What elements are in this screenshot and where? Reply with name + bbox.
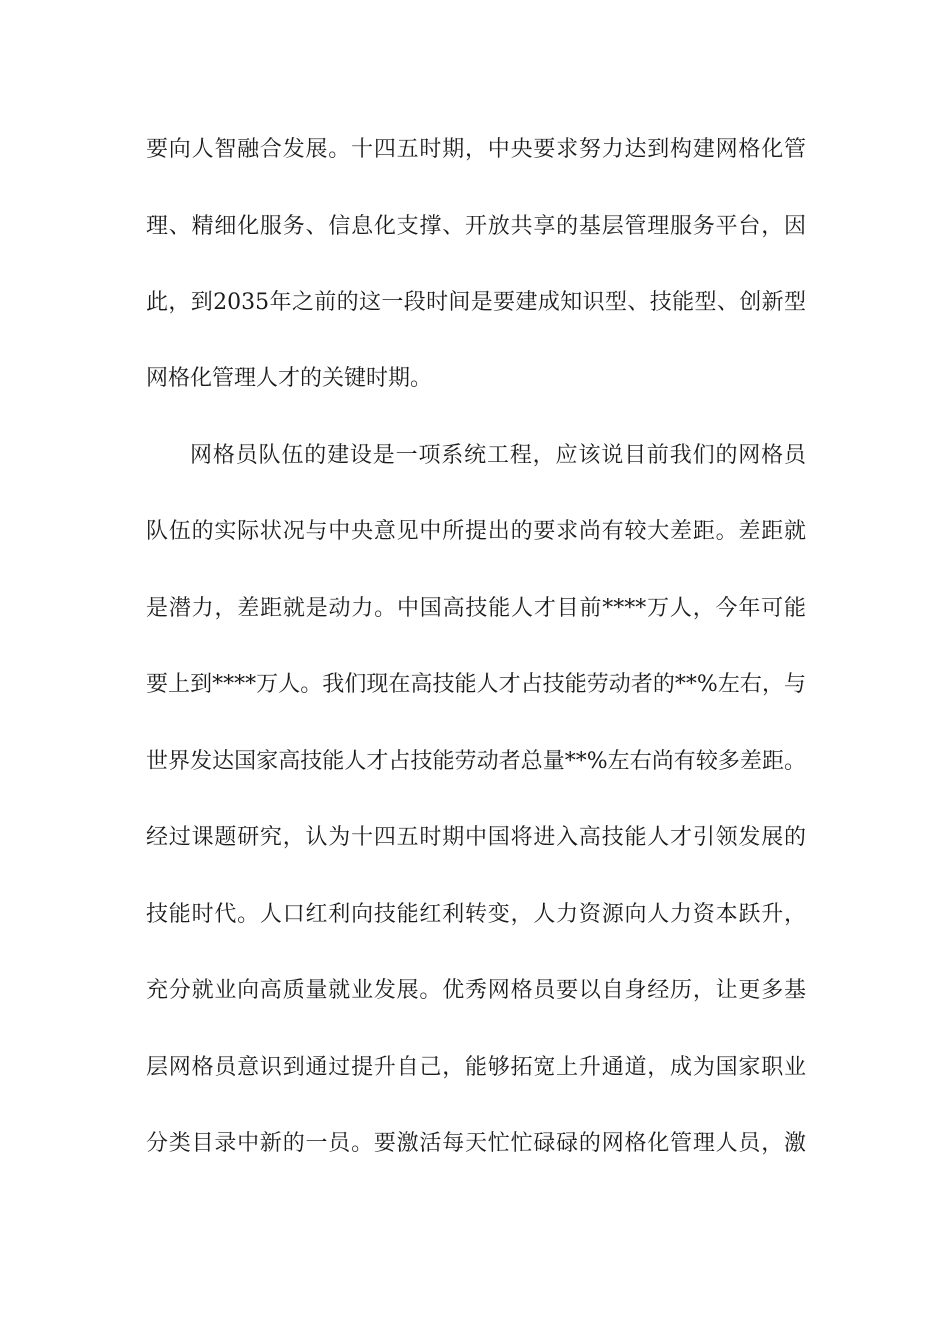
paragraph-line-14: 分类目录中新的一员。要激活每天忙忙碌碌的网格化管理人员，激 — [146, 1131, 806, 1156]
paragraph-line-2: 理、精细化服务、信息化支撑、开放共享的基层管理服务平台，因 — [146, 214, 806, 239]
paragraph-line-7: 是潜力，差距就是动力。中国高技能人才目前****万人，今年可能 — [146, 596, 806, 621]
paragraph-line-12: 充分就业向高质量就业发展。优秀网格员要以自身经历，让更多基 — [146, 978, 806, 1003]
paragraph-line-1: 要向人智融合发展。十四五时期，中央要求努力达到构建网格化管 — [146, 137, 806, 162]
paragraph-line-9: 世界发达国家高技能人才占技能劳动者总量**%左右尚有较多差距。 — [146, 749, 806, 774]
paragraph-line-3: 此，到2035年之前的这一段时间是要建成知识型、技能型、创新型 — [146, 290, 806, 315]
paragraph-line-4: 网格化管理人才的关键时期。 — [146, 366, 433, 391]
paragraph-line-11: 技能时代。人口红利向技能红利转变，人力资源向人力资本跃升， — [146, 902, 806, 927]
paragraph-line-6: 队伍的实际状况与中央意见中所提出的要求尚有较大差距。差距就 — [146, 519, 806, 544]
paragraph-line-13: 层网格员意识到通过提升自己，能够拓宽上升通道，成为国家职业 — [146, 1055, 806, 1080]
paragraph-line-5: 网格员队伍的建设是一项系统工程，应该说目前我们的网格员 — [190, 443, 806, 468]
paragraph-line-8: 要上到****万人。我们现在高技能人才占技能劳动者的**%左右，与 — [146, 672, 806, 697]
paragraph-line-10: 经过课题研究，认为十四五时期中国将进入高技能人才引领发展的 — [146, 825, 806, 850]
